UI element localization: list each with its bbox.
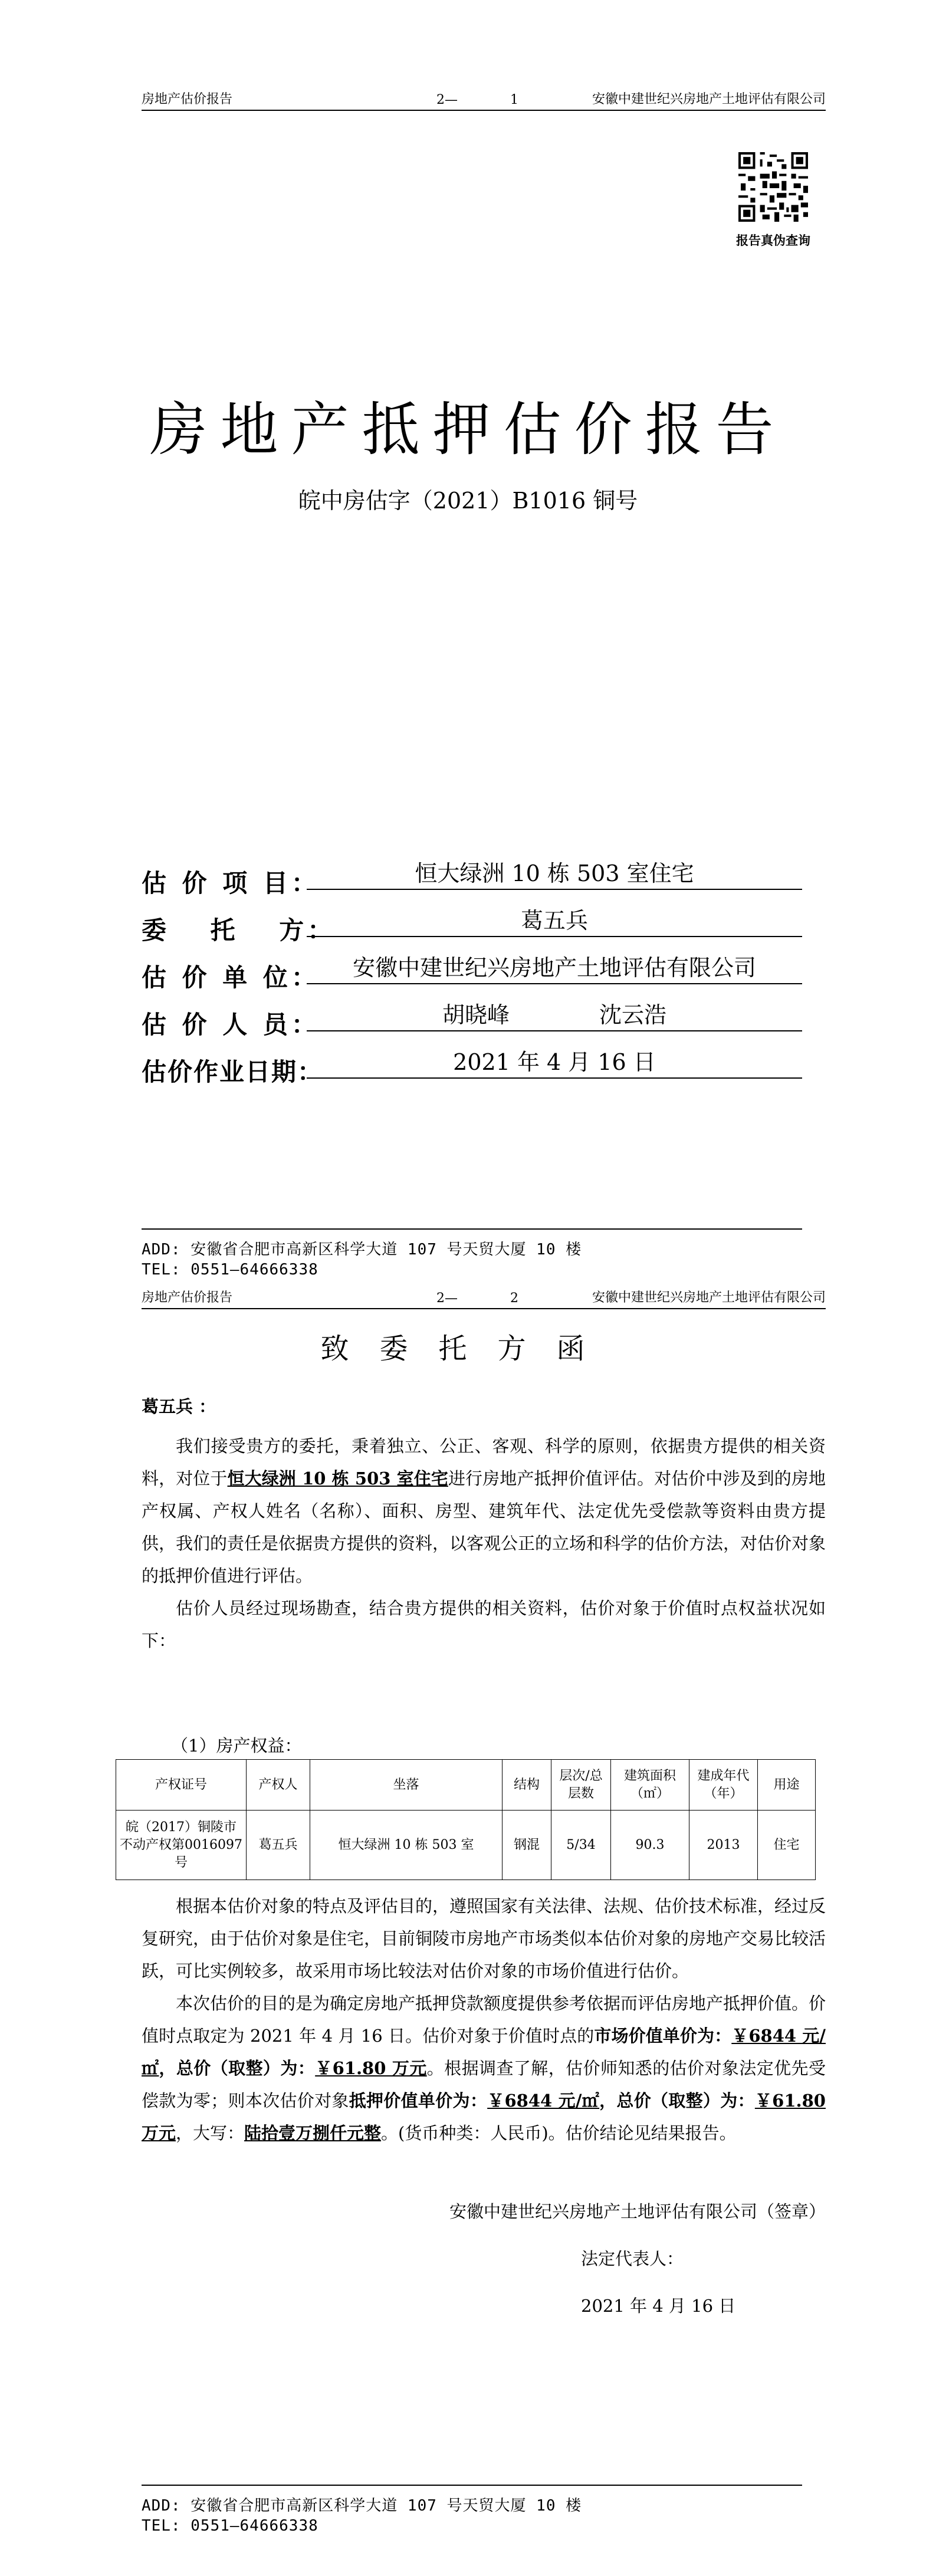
legal-representative: 法定代表人： [581,2249,684,2269]
table-header: 结构 [503,1760,551,1811]
table-header-row [116,1760,816,1811]
field-value-client: 葛五兵 [307,905,802,937]
table-cell: 皖（2017）铜陵市不动产权第0016097号 [116,1811,247,1880]
table-cell: 钢混 [503,1811,551,1880]
table-header: 产权证号 [116,1760,247,1811]
table-cell: 葛五兵 [247,1811,310,1880]
table-header: 用途 [758,1760,816,1811]
footer-telephone: TEL: 0551—64666338 [142,1261,318,1279]
page1-header [142,87,826,111]
field-label-project: 估 价 项 目： [142,869,320,898]
field-value-project: 恒大绿洲 10 栋 503 室住宅 [307,858,802,890]
signature-date: 2021 年 4 月 16 日 [581,2296,736,2316]
field-label-appraisers: 估 价 人 员： [142,1010,320,1039]
table-header: 层次/总层数 [551,1760,611,1811]
header-page-prefix: 2— [436,1291,458,1306]
header-rule [142,110,826,111]
footer-rule [142,2485,802,2486]
footer-address: ADD: 安徽省合肥市高新区科学大道 107 号天贸大厦 10 楼 [142,2497,582,2515]
header-left-text: 房地产估价报告 [142,1290,233,1305]
salutation: 葛五兵 ： [142,1397,216,1417]
letter-title: 致委托方函 [320,1332,616,1365]
market-unit-price: ￥6844 元/㎡ [142,2026,826,2078]
mortgage-unit-price: ￥6844 元/㎡ [487,2091,600,2111]
field-value-appraisers: 胡晓峰 沈云浩 [307,1000,802,1031]
header-company: 安徽中建世纪兴房地产土地评估有限公司 [592,92,826,107]
paragraph-inspection: 估价人员经过现场勘查，结合贵方提供的相关资料，估价对象于价值时点权益状况如下： [142,1598,826,1651]
total-price-in-words: 陆拾壹万捌仟元整 [244,2123,382,2143]
header-page-number: 2 [510,1291,518,1306]
footer-telephone: TEL: 0551—64666338 [142,2517,318,2535]
table-header: 建筑面积（㎡） [611,1760,689,1811]
header-page-prefix: 2— [436,93,458,107]
field-label-client: 委 托 方： [142,916,336,945]
market-total-price: ￥61.80 万元 [315,2058,427,2078]
table-cell: 5/34 [551,1811,611,1880]
report-title: 房地产抵押估价报告 [149,396,787,464]
header-page-number: 1 [510,93,518,107]
mortgage-total-price: ￥61.80 万元 [142,2091,826,2143]
field-label-appraiser-unit: 估 价 单 位： [142,963,320,992]
footer-address: ADD: 安徽省合肥市高新区科学大道 107 号天贸大厦 10 楼 [142,1241,582,1259]
paragraph-intro: 我们接受贵方的委托，秉着独立、公正、客观、科学的原则，依据贵方提供的相关资料，对位于恒大绿洲 10 栋 503 室住宅进行房地产抵押价值评估。对估价中涉及到的房地产权属、产权人姓名（名称）、面积、房型、建筑年代、法定优先受偿款等资料由贵方提供，我们的责任是依据贵方提供的资料，以客观公正的立场和科学的估价方法，对估价对象的抵押价值进行评估。 估价人员经过现场勘查，结合贵方提供的相关资料，估价对象于价值时点权益状况如下： [142,1430,826,1657]
table-cell: 2013 [689,1811,758,1880]
field-label-work-date: 估价作业日期： [142,1057,324,1086]
sub-heading-property-rights: （1）房产权益： [171,1736,302,1756]
qr-caption: 报告真伪查询 [736,233,810,248]
table-header: 产权人 [247,1760,310,1811]
company-signature: 安徽中建世纪兴房地产土地评估有限公司（签章） [449,2202,826,2222]
header-left-text: 房地产估价报告 [142,92,233,107]
field-value-work-date: 2021 年 4 月 16 日 [307,1047,802,1079]
footer-rule [142,1228,802,1230]
page2-header [142,1286,826,1309]
document-number: 皖中房估字（2021）B1016 铜号 [298,488,638,514]
header-company: 安徽中建世纪兴房地产土地评估有限公司 [592,1290,826,1305]
qr-code-icon[interactable] [738,152,808,222]
table-cell: 90.3 [611,1811,689,1880]
table-header: 建成年代（年） [689,1760,758,1811]
table-cell: 住宅 [758,1811,816,1880]
table-row [116,1811,816,1880]
property-address-highlight: 恒大绿洲 10 栋 503 室住宅 [227,1468,448,1489]
field-value-appraiser-unit: 安徽中建世纪兴房地产土地评估有限公司 [307,952,802,984]
property-rights-table [116,1759,816,1880]
table-cell: 恒大绿洲 10 栋 503 室 [310,1811,503,1880]
table-header: 坐落 [310,1760,503,1811]
paragraph-method: 根据本估价对象的特点及评估目的，遵照国家有关法律、法规、估价技术标准，经过反复研究，由于估价对象是住宅，目前铜陵市房地产市场类似本估价对象的房地产交易比较活跃，可比实例较多，故采用市场比较法对估价对象的市场价值进行估价。 本次估价的目的是为确定房地产抵押贷款额度提供参考依据而评估房地产抵押价值。价值时点取定为 2021 年 4 月 16 日。估价对象于价值时点的市场价值单价为：￥6844 元/㎡，总价（取整）为：￥61.80 万元。根据调查了解，估价师知悉的估价对象法定优先受偿款为零；则本次估价对象抵押价值单价为：￥6844 元/㎡，总价（取整）为：￥61.80 万元，大写：陆拾壹万捌仟元整。(货币种类：人民币)。估价结论见结果报告。 [142,1890,826,2150]
header-rule [142,1308,826,1309]
paragraph-conclusion: 本次估价的目的是为确定房地产抵押贷款额度提供参考依据而评估房地产抵押价值。价值时点取定为 2021 年 4 月 16 日。估价对象于价值时点的市场价值单价为：￥6844 元/㎡，总价（取整）为：￥61.80 万元。根据调查了解，估价师知悉的估价对象法定优先受偿款为零；则本次估价对象抵押价值单价为：￥6844 元/㎡，总价（取整）为：￥61.80 万元，大写：陆拾壹万捌仟元整。(货币种类：人民币)。估价结论见结果报告。 [142,1993,826,2143]
